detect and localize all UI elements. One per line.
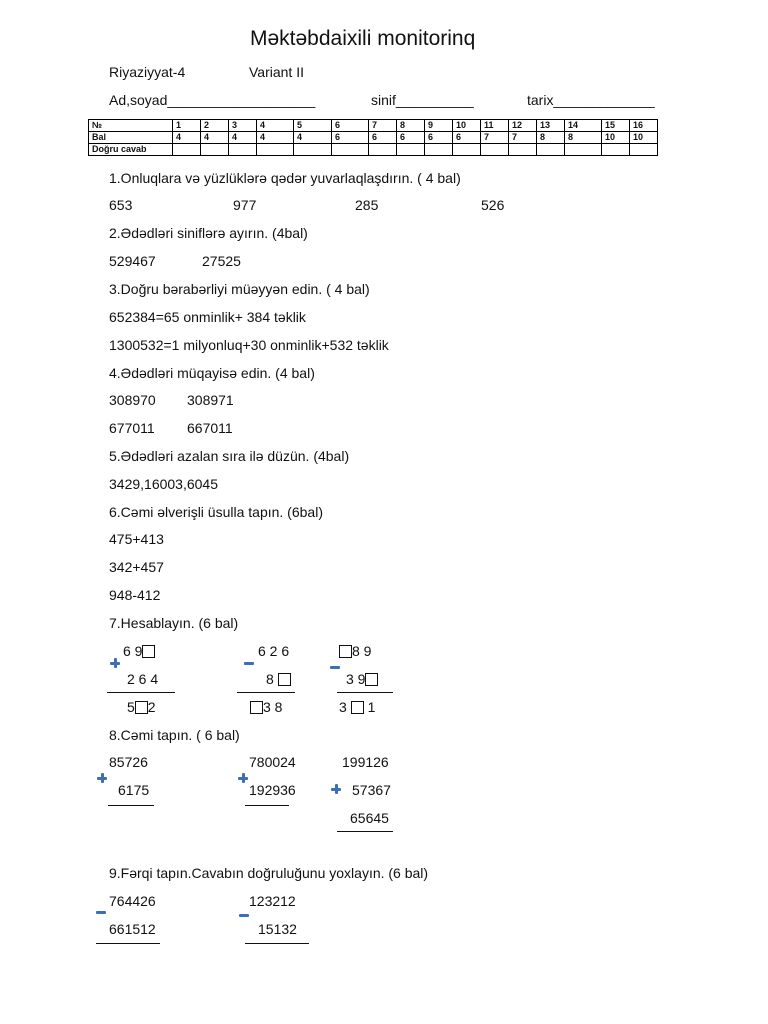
plus-icon xyxy=(97,773,107,783)
answer-cell[interactable] xyxy=(332,144,369,156)
table-cell: 6 xyxy=(332,120,369,132)
table-cell: 6 xyxy=(453,132,481,144)
table-cell: 12 xyxy=(509,120,537,132)
table-cell: 6 xyxy=(397,132,425,144)
points-row xyxy=(89,132,658,144)
q1-number: 977 xyxy=(233,197,257,213)
q7-col2-middle: 8 xyxy=(266,672,291,686)
q8-col3-addend: 57367 xyxy=(352,782,391,798)
answer-cell[interactable] xyxy=(294,144,332,156)
q7-col1-bottom: 5 2 xyxy=(127,699,156,715)
table-cell: 7 xyxy=(369,120,397,132)
q8-col3-addend: 199126 xyxy=(342,754,389,770)
q8-col3-addend: 65645 xyxy=(350,810,389,826)
answer-cell[interactable] xyxy=(453,144,481,156)
table-cell: 4 xyxy=(201,132,229,144)
answer-cell[interactable] xyxy=(397,144,425,156)
sum-line xyxy=(337,831,393,832)
table-cell: 2 xyxy=(201,120,229,132)
difference-line xyxy=(337,692,393,693)
plus-icon xyxy=(238,773,248,783)
sum-line xyxy=(108,805,154,806)
q9-col1-value: 764426 xyxy=(109,893,156,909)
minus-icon xyxy=(239,914,249,917)
table-cell: 6 xyxy=(369,132,397,144)
table-cell: 8 xyxy=(565,132,602,144)
sum-line xyxy=(107,692,175,693)
table-cell: 10 xyxy=(602,132,630,144)
blank-box[interactable] xyxy=(142,645,155,658)
answer-cell[interactable] xyxy=(537,144,565,156)
q3-line: 652384=65 onminlik+ 384 təklik xyxy=(109,309,306,325)
q9-col2-value: 123212 xyxy=(249,893,296,909)
q9-col2-value: 15132 xyxy=(258,921,297,937)
table-cell: 9 xyxy=(425,120,453,132)
question-9: 9.Fərqi tapın.Cavabın doğruluğunu yoxlayın. (6 bal) xyxy=(109,865,429,881)
q2-number: 529467 xyxy=(109,253,156,269)
question-6: 6.Cəmi əlverişli üsulla tapın. (6bal) xyxy=(109,504,323,520)
table-cell: 11 xyxy=(481,120,509,132)
score-table xyxy=(88,119,658,156)
q4-value: 308971 xyxy=(187,392,234,408)
q1-number: 526 xyxy=(481,197,505,213)
blank-box[interactable] xyxy=(250,701,263,714)
subject-label: Riyaziyyat-4 xyxy=(109,64,186,80)
question-7: 7.Hesablayın. (6 bal) xyxy=(109,615,239,631)
number-row xyxy=(89,120,658,132)
table-cell: 6 xyxy=(425,132,453,144)
answer-cell[interactable] xyxy=(425,144,453,156)
page-title: Məktəbdaixili monitorinq xyxy=(250,27,476,50)
answer-cell[interactable] xyxy=(565,144,602,156)
blank-box[interactable] xyxy=(351,701,364,714)
answer-cell[interactable] xyxy=(481,144,509,156)
answer-cell[interactable] xyxy=(369,144,397,156)
q8-col2-addend: 780024 xyxy=(249,754,296,770)
table-cell: 1 xyxy=(173,120,201,132)
date-field[interactable]: tarix_____________ xyxy=(527,92,655,108)
q7-col2-top: 6 2 6 xyxy=(258,643,290,659)
row-label: Doğru cavab xyxy=(89,144,173,156)
plus-icon xyxy=(110,658,120,668)
question-8: 8.Cəmi tapın. ( 6 bal) xyxy=(109,727,240,743)
q4-value: 667011 xyxy=(187,420,233,436)
q7-col1-top: 6 9 xyxy=(123,644,155,658)
table-cell: 15 xyxy=(602,120,630,132)
q7-col3-top: 8 9 xyxy=(339,644,371,658)
variant-label: Variant II xyxy=(249,64,304,80)
q4-value: 677011 xyxy=(109,420,155,436)
table-cell: 3 xyxy=(229,120,257,132)
q8-col1-addend: 85726 xyxy=(109,754,148,770)
q1-number: 285 xyxy=(355,197,379,213)
difference-line xyxy=(245,943,309,944)
q2-number: 27525 xyxy=(202,253,241,269)
table-cell: 4 xyxy=(294,132,332,144)
blank-box[interactable] xyxy=(339,645,352,658)
q6-line: 475+413 xyxy=(109,531,164,547)
answer-cell[interactable] xyxy=(602,144,630,156)
answer-cell[interactable] xyxy=(509,144,537,156)
blank-box[interactable] xyxy=(365,673,378,686)
q8-col1-addend: 6175 xyxy=(118,782,150,798)
sum-line xyxy=(245,805,289,806)
answer-row xyxy=(89,144,658,156)
question-5: 5.Ədədləri azalan sıra ilə düzün. (4bal) xyxy=(109,448,350,464)
table-cell: 16 xyxy=(630,120,658,132)
table-cell: 4 xyxy=(173,132,201,144)
question-3: 3.Doğru bərabərliyi müəyyən edin. ( 4 bal) xyxy=(109,281,370,297)
difference-line xyxy=(237,692,295,693)
table-cell: 4 xyxy=(229,132,257,144)
answer-cell[interactable] xyxy=(173,144,201,156)
class-field[interactable]: sinif__________ xyxy=(371,92,474,108)
q7-col1-middle: 2 6 4 xyxy=(127,671,159,687)
table-cell: 4 xyxy=(257,132,294,144)
blank-box[interactable] xyxy=(278,673,291,686)
answer-cell[interactable] xyxy=(201,144,229,156)
table-cell: 13 xyxy=(537,120,565,132)
table-cell: 14 xyxy=(565,120,602,132)
row-label: Bal xyxy=(89,132,173,144)
table-cell: 5 xyxy=(294,120,332,132)
table-cell: 7 xyxy=(481,132,509,144)
q3-line: 1300532=1 milyonluq+30 onminlik+532 təklik xyxy=(109,337,389,353)
question-4: 4.Ədədləri müqayisə edin. (4 bal) xyxy=(109,365,315,381)
q8-col2-addend: 192936 xyxy=(249,782,296,798)
q7-col2-bottom: 3 8 xyxy=(250,700,282,714)
minus-icon xyxy=(330,666,340,669)
blank-box[interactable] xyxy=(135,701,148,714)
q4-value: 308970 xyxy=(109,392,156,408)
q6-line: 948-412 xyxy=(109,587,161,603)
question-1: 1.Onluqlara və yüzlüklərə qədər yuvarlaqlaşdırın. ( 4 bal) xyxy=(109,170,461,186)
table-cell: 8 xyxy=(397,120,425,132)
plus-icon xyxy=(331,784,341,794)
table-cell: 10 xyxy=(453,120,481,132)
table-cell: 10 xyxy=(630,132,658,144)
minus-icon xyxy=(244,662,254,665)
q7-col3-bottom: 3 1 xyxy=(339,699,376,715)
difference-line xyxy=(96,943,160,944)
q5-line: 3429,16003,6045 xyxy=(109,476,218,492)
q6-line: 342+457 xyxy=(109,559,164,575)
minus-icon xyxy=(96,911,106,914)
question-2: 2.Ədədləri siniflərə ayırın. (4bal) xyxy=(109,225,308,241)
row-label: № xyxy=(89,120,173,132)
table-cell: 7 xyxy=(509,132,537,144)
answer-cell[interactable] xyxy=(229,144,257,156)
answer-cell[interactable] xyxy=(630,144,658,156)
table-cell: 6 xyxy=(332,132,369,144)
q1-number: 653 xyxy=(109,197,133,213)
table-cell: 4 xyxy=(257,120,294,132)
answer-cell[interactable] xyxy=(257,144,294,156)
table-cell: 8 xyxy=(537,132,565,144)
q9-col1-value: 661512 xyxy=(109,921,156,937)
q7-col3-middle: 3 9 xyxy=(346,672,378,686)
name-field[interactable]: Ad,soyad___________________ xyxy=(109,92,316,108)
